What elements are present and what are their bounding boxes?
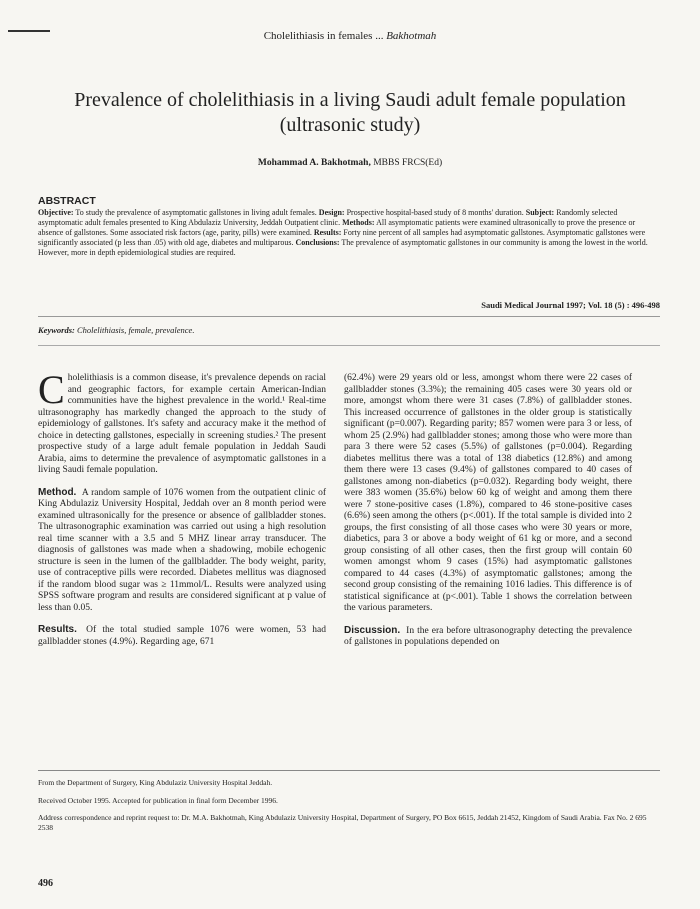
conclusions-label: Conclusions: <box>295 238 340 247</box>
method-heading: Method. <box>38 486 77 498</box>
results-continued: (62.4%) were 29 years old or less, amongst whom there were 22 cases of gallbladder stones (3.3%); the remaining 405 cases were 30 years old or more, amongst whom there were 31 cases (7.8%) of gallbladder stones. This increased occurrence of gallstones in the older group is statistically significant (p=0.007). Regarding parity; 857 women were para 3 or less, of whom 25 (2.9%) had gallbladder stones; among those who were more than para 3 there were 52 cases (5.5%) of gallstones (p=0.004). Regarding diabetes mellitus there was a total of 138 diabetics (12.8%) and among them there were 13 cases (9.4%) of gallstones compared to 40 cases of gallstones among non-diabetics (p=0.032). Regarding body weight, there were 383 women (35.6%) below 60 kg of weight and among them there were 7 stone-positive cases (1.8%), compared to 46 stone-positive cases (6.6%) seen among the others (p<.001). If the total sample is divided into 2 groups, the first consisting of all those cases who were 30 years or more, diabetics, para 3 or above a body weight of 61 kg or more, and a second group consisting of all other cases, then the first group will contain 60 women amongst whom 9 cases (15%) had asymptomatic gallstones compared to 44 cases (4.3%) of asymptomatic gallstones; among the second group consisting of the remaining 1016 ladies. This difference is of statistical significance at (p<.001). Table 1 shows the correlation between the various parameters. <box>344 373 632 613</box>
method-text: A random sample of 1076 women from the outpatient clinic of King Abdulaziz University Hospital, Jeddah over an 8 month period were examined ultrasonically for the presence or absence of gallbladder stones. The ultrasonographic examination was carried out using a high resolution real time scanner with a 3.5 and 5 MHZ linear array transducer. The diagnosis of gallstones was made when a shadowing, mobile echogenic structure is seen in the lumen of the gallbladder. The body weight, parity, use of contraceptive pills were recorded. Diabetes mellitus was diagnosed if the random blood sugar was ≥ 11mmol/L. Results were analyzed using SPSS software program and results are considered significant at p value of less than 0.05. <box>38 487 326 613</box>
discussion-text: In the era before ultrasonography detecting the prevalence of gallstones in populations depended on <box>344 625 632 647</box>
intro-paragraph <box>38 367 326 477</box>
footnotes <box>38 770 660 840</box>
running-head <box>0 30 700 42</box>
running-head-title: Cholelithiasis in females ... <box>263 30 384 42</box>
keywords-text: Cholelithiasis, female, prevalence. <box>76 325 195 335</box>
body-column-right <box>344 373 632 659</box>
discussion-paragraph <box>344 625 632 649</box>
subject-text: Randomly selected asymptomatic adult females presented to King Abdulaziz University, Jeddah Outpatient clinic. <box>38 208 618 227</box>
keywords <box>38 325 194 335</box>
results-heading: Results. <box>38 624 77 635</box>
author-name: Mohammad A. Bakhotmah, <box>257 158 371 168</box>
results-paragraph <box>38 624 326 648</box>
conclusions-text: The prevalence of asymptomatic gallstones in our community is among the lowest in the world. However, more in depth epidemiological studies are required. <box>38 238 648 257</box>
methods-label: Methods: <box>342 218 375 227</box>
journal-citation: Saudi Medical Journal 1997; Vol. 18 (5) : 496-498 <box>481 300 660 310</box>
subject-label: Subject: <box>525 208 555 217</box>
body-column-left <box>38 367 327 658</box>
results-label: Results: <box>313 228 342 237</box>
running-head-author: Bakhotmah <box>386 30 437 42</box>
abstract-heading: ABSTRACT <box>38 195 96 207</box>
divider <box>38 345 660 346</box>
footnote-address: Address correspondence and reprint request to: Dr. M.A. Bakhotmah, King Abdulaziz University Hospital, Department of Surgery, PO Box 6615, Jeddah 21452, Kingdom of Saudi Arabia. Fax No. 2 695 2538 <box>38 813 647 832</box>
abstract-text <box>38 208 660 258</box>
author-degrees: MBBS FRCS(Ed) <box>373 158 443 168</box>
discussion-heading: Discussion. <box>344 624 401 636</box>
objective-text: To study the prevalence of asymptomatic gallstones in living adult females. <box>75 208 317 217</box>
intro-text: holelithiasis is a common disease, it's prevalence depends on racial and geographic factors, for example certain American-Indian communities have the highest prevalence in the world.¹ Real-time ultrasonography has markedly changed the approach to the study of epidemiology of gallstones. It's safety and accuracy make it the method of choice in detecting gallstones, especially in screening studies.² The present prospective study of a large adult female population in Jeddah Saudi Arabia, aims to determine the prevalence of asymptomatic gallstones in a living Saudi female population. <box>38 373 326 475</box>
design-text: Prospective hospital-based study of 8 months' duration. <box>346 208 524 217</box>
footnote-received: Received October 1995. Accepted for publication in final form December 1996. <box>38 795 278 805</box>
abstract <box>38 196 660 258</box>
drop-cap: C <box>38 367 65 412</box>
design-label: Design: <box>318 208 345 217</box>
author-line <box>0 158 700 168</box>
objective-label: Objective: <box>38 208 74 217</box>
footnote-affiliation: From the Department of Surgery, King Abdulaziz University Hospital Jeddah. <box>38 778 273 787</box>
methods-text: All asymptomatic patients were examined ultrasonically to prove the presence or absence of gallstones. Some associated risk factors (age, parity, pills) were examined. <box>38 218 636 237</box>
divider <box>38 316 660 317</box>
results-text: Forty nine percent of all samples had asymptomatic gallstones. Asymptomatic gallstones were significantly associated (p less than .05) with old age, diabetes and multiparous. <box>38 228 646 247</box>
page-number: 496 <box>38 878 53 889</box>
keywords-label: Keywords: <box>38 325 75 335</box>
method-paragraph <box>38 487 326 615</box>
article-title: Prevalence of cholelithiasis in a living Saudi adult female population (ultrasonic study) <box>74 89 626 136</box>
results-text: Of the total studied sample 1076 were women, 53 had gallbladder stones (4.9%). Regarding age, 671 <box>38 625 327 647</box>
